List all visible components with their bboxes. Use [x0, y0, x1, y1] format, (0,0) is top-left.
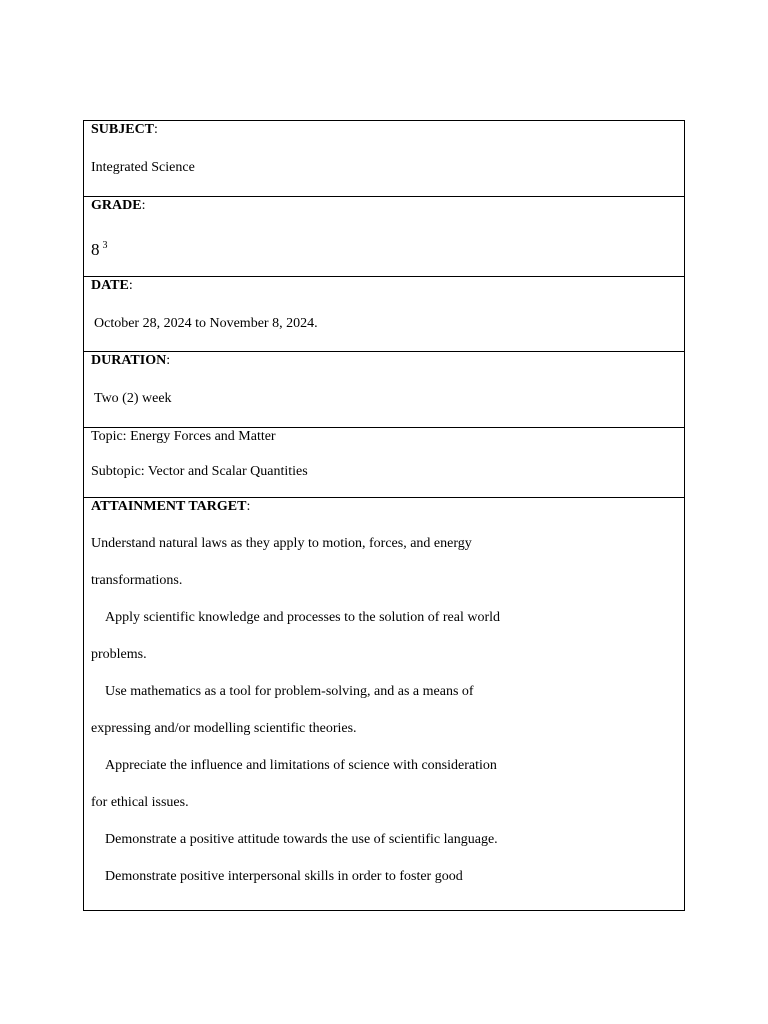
attainment-label: ATTAINMENT TARGET:	[91, 499, 251, 514]
target-line: Use mathematics as a tool for problem-solving, and as a means of	[105, 684, 474, 699]
grade-superscript: 3	[102, 240, 108, 251]
date-row	[84, 277, 684, 352]
target-line: Demonstrate a positive attitude towards the use of scientific language.	[105, 832, 498, 847]
date-label: DATE:	[91, 278, 133, 293]
grade-row	[84, 197, 684, 277]
lesson-plan-table	[83, 120, 685, 911]
date-value: October 28, 2024 to November 8, 2024.	[94, 316, 318, 331]
target-line: for ethical issues.	[91, 795, 189, 810]
grade-value: 8 $^3$	[91, 240, 108, 259]
topic-text: Topic: Energy Forces and Matter	[91, 429, 276, 444]
duration-label: DURATION:	[91, 353, 171, 368]
subject-row	[84, 121, 684, 197]
target-line: expressing and/or modelling scientific theories.	[91, 721, 357, 736]
topic-row	[84, 428, 684, 498]
target-line: Appreciate the influence and limitations of science with consideration	[105, 758, 497, 773]
subtopic-text: Subtopic: Vector and Scalar Quantities	[91, 464, 308, 479]
target-line: Understand natural laws as they apply to motion, forces, and energy	[91, 536, 472, 551]
attainment-target-row	[84, 498, 684, 910]
subject-label: SUBJECT:	[91, 122, 158, 137]
grade-label: GRADE:	[91, 198, 146, 213]
target-line: problems.	[91, 647, 147, 662]
target-line: transformations.	[91, 573, 183, 588]
duration-value: Two (2) week	[94, 391, 172, 406]
target-line: Demonstrate positive interpersonal skills in order to foster good	[105, 869, 463, 884]
duration-row	[84, 352, 684, 428]
target-line: Apply scientific knowledge and processes to the solution of real world	[105, 610, 501, 625]
subject-value: Integrated Science	[91, 160, 195, 175]
